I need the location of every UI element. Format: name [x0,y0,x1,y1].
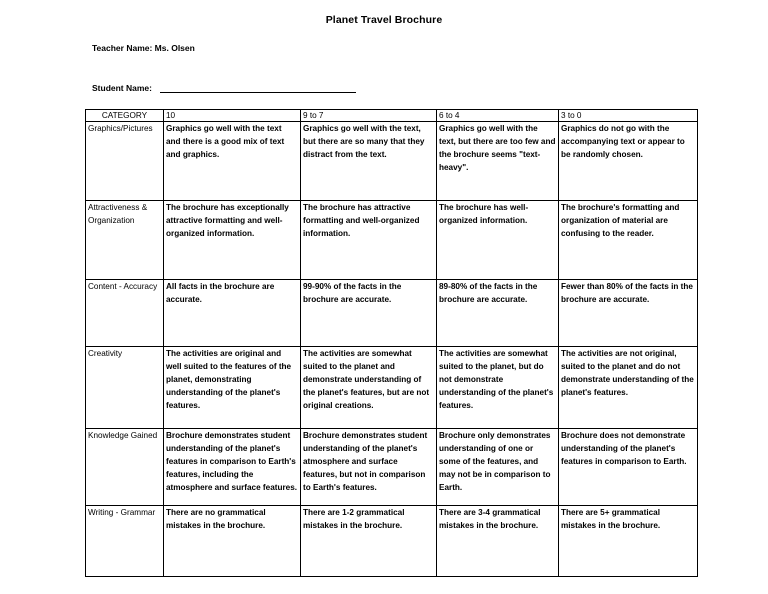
header-row [86,110,698,122]
table-cell: The brochure's formatting and organization of material are confusing to the reader. [559,201,698,280]
table-cell: 89-80% of the facts in the brochure are accurate. [437,280,559,347]
table-row [86,280,698,347]
table-row [86,429,698,506]
table-cell: There are 3-4 grammatical mistakes in the brochure. [437,506,559,577]
table-cell: There are 5+ grammatical mistakes in the brochure. [559,506,698,577]
table-row [86,122,698,201]
header-score-3-0: 3 to 0 [559,110,698,122]
table-cell: Brochure demonstrates student understanding of the planet's features in comparison to Earth's features, including the atmosphere and surface features. [164,429,301,506]
table-cell: Graphics go well with the text and there is a good mix of text and graphics. [164,122,301,201]
table-row [86,347,698,429]
row-category: Graphics/Pictures [86,122,164,201]
teacher-name: Teacher Name: Ms. Olsen [92,43,195,53]
table-cell: Graphics go well with the text, but there are so many that they distract from the text. [301,122,437,201]
header-score-9-7: 9 to 7 [301,110,437,122]
table-cell: There are 1-2 grammatical mistakes in the brochure. [301,506,437,577]
table-cell: There are no grammatical mistakes in the brochure. [164,506,301,577]
table-cell: The activities are somewhat suited to the planet and demonstrate understanding of the planet's features, but are not original creations. [301,347,437,429]
table-cell: The brochure has attractive formatting and well-organized information. [301,201,437,280]
table-cell: The brochure has well-organized information. [437,201,559,280]
row-category: Content - Accuracy [86,280,164,347]
header-score-10: 10 [164,110,301,122]
table-cell: 99-90% of the facts in the brochure are accurate. [301,280,437,347]
student-name-label: Student Name: [92,83,152,93]
row-category: Attractiveness & Organization [86,201,164,280]
table-cell: Graphics go well with the text, but there are too few and the brochure seems "text-heavy". [437,122,559,201]
table-cell: Graphics do not go with the accompanying text or appear to be randomly chosen. [559,122,698,201]
row-category: Creativity [86,347,164,429]
student-name-row [92,83,356,93]
rubric-table [85,109,698,577]
table-row [86,201,698,280]
document-title: Planet Travel Brochure [325,14,443,26]
header-score-6-4: 6 to 4 [437,110,559,122]
table-cell: Fewer than 80% of the facts in the brochure are accurate. [559,280,698,347]
table-row [86,506,698,577]
table-cell: Brochure only demonstrates understanding of one or some of the features, and may not be in comparison to Earth. [437,429,559,506]
student-name-blank [160,83,356,93]
row-category: Knowledge Gained [86,429,164,506]
table-cell: All facts in the brochure are accurate. [164,280,301,347]
header-category: CATEGORY [86,110,164,122]
table-cell: Brochure demonstrates student understanding of the planet's atmosphere and surface features, but not in comparison to Earth's features. [301,429,437,506]
row-category: Writing - Grammar [86,506,164,577]
table-cell: The activities are somewhat suited to the planet, but do not demonstrate understanding of the planet's features. [437,347,559,429]
table-cell: Brochure does not demonstrate understanding of the planet's features in comparison to Earth. [559,429,698,506]
table-cell: The activities are not original, suited to the planet and do not demonstrate understanding of the planet's features. [559,347,698,429]
table-cell: The brochure has exceptionally attractive formatting and well-organized information. [164,201,301,280]
table-cell: The activities are original and well suited to the features of the planet, demonstrating understanding of the planet's features. [164,347,301,429]
